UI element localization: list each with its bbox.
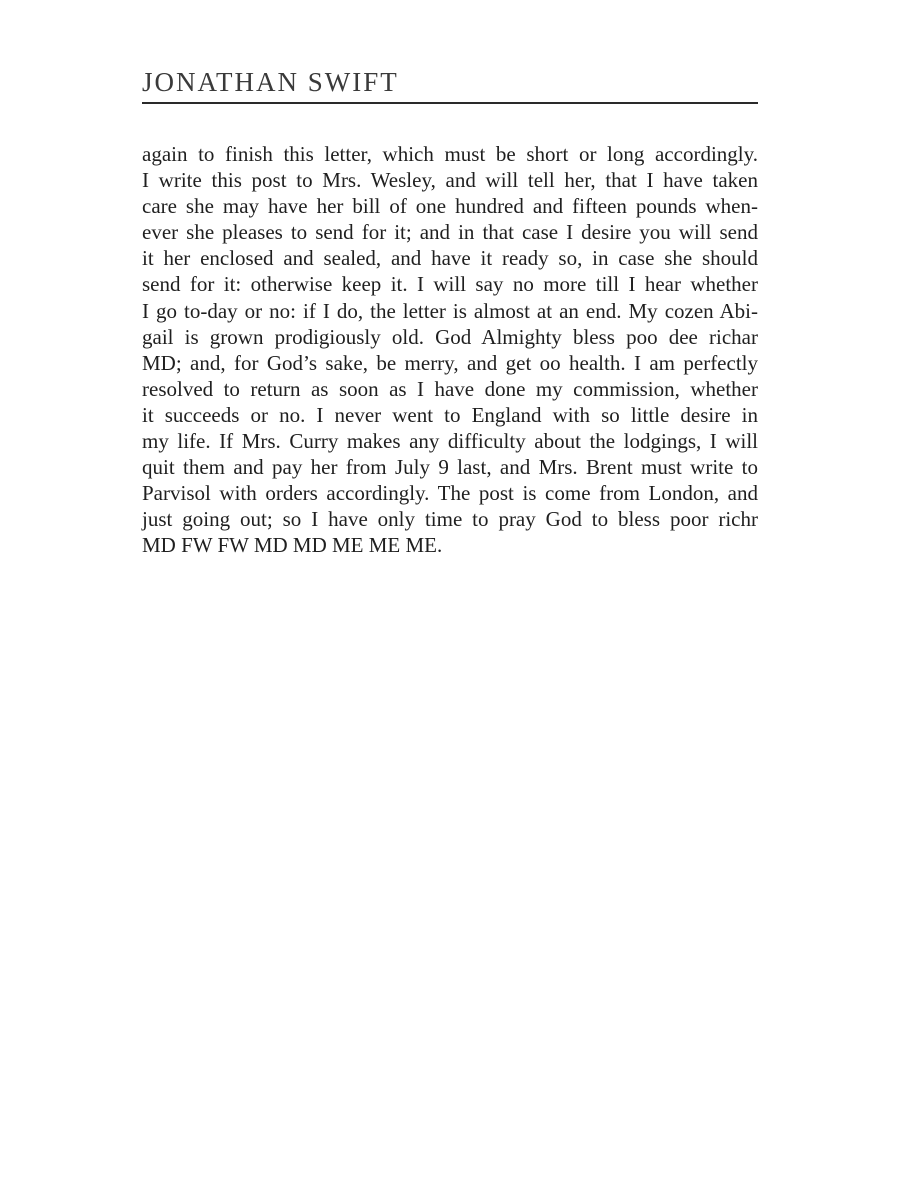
text-line: quit them and pay her from July 9 last, and Mrs. Brent must write to <box>142 455 758 480</box>
text-line: MD; and, for God’s sake, be merry, and get oo health. I am perfectly <box>142 350 758 375</box>
letter-body <box>142 141 758 559</box>
text-line: I write this post to Mrs. Wesley, and will tell her, that I have taken <box>142 168 758 193</box>
text-line: send for it: otherwise keep it. I will say no more till I hear whether <box>142 272 758 297</box>
text-line: resolved to return as soon as I have done my commission, whether <box>142 376 758 401</box>
text-line: MD FW FW MD MD ME ME ME. <box>142 533 443 558</box>
header-author-title: JONATHAN SWIFT <box>142 67 399 97</box>
text-line: I go to-day or no: if I do, the letter is almost at an end. My cozen Abi- <box>142 298 758 323</box>
running-header <box>142 66 758 104</box>
text-line: it her enclosed and sealed, and have it ready so, in case she should <box>142 246 758 271</box>
text-line: just going out; so I have only time to pray God to bless poor richr <box>142 507 758 532</box>
text-line: my life. If Mrs. Curry makes any difficulty about the lodgings, I will <box>142 429 758 454</box>
text-line: ever she pleases to send for it; and in that case I desire you will send <box>142 220 758 245</box>
text-line: again to finish this letter, which must be short or long accordingly. <box>142 142 758 166</box>
text-line: it succeeds or no. I never went to England with so little desire in <box>142 402 758 427</box>
text-line: gail is grown prodigiously old. God Almighty bless poo dee richar <box>142 324 758 349</box>
text-line: Parvisol with orders accordingly. The post is come from London, and <box>142 481 758 506</box>
text-line: care she may have her bill of one hundred and fifteen pounds when- <box>142 194 758 219</box>
